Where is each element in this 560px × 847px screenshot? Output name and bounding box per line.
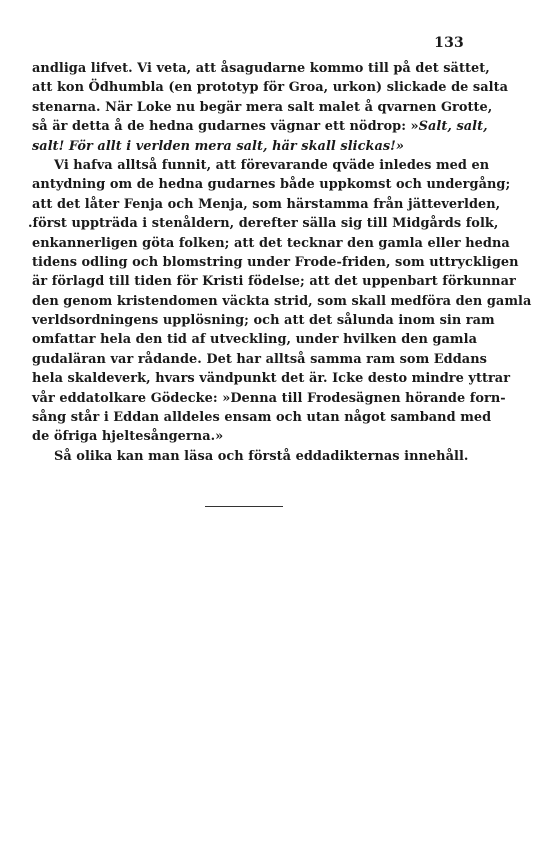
text-line: vår eddatolkare Gödecke: »Denna till Frodesägnen hörande forn- <box>32 390 506 406</box>
text-line: att det låter Fenja och Menja, som härstamma från jätteverlden, <box>32 196 501 212</box>
italic-segment: Salt, salt, <box>418 119 488 135</box>
text-line: gudaläran var rådande. Det har alltså samma ram som Eddans <box>32 351 487 367</box>
text-segment: så är detta å de hedna gudarnes vägnar ett nödrop: » <box>32 119 419 135</box>
section-divider <box>205 506 283 507</box>
body-text <box>28 59 532 466</box>
text-line: är förlagd till tiden för Kristi födelse; att det uppenbart förkunnar <box>32 274 516 290</box>
text-line: de öfriga hjeltesångerna.» <box>32 429 224 445</box>
text-line: tidens odling och blomstring under Frode-friden, som uttryckligen <box>32 254 519 270</box>
text-line <box>32 117 488 136</box>
text-line: verldsordningens upplösning; och att det sålunda inom sin ram <box>32 313 495 329</box>
text-line: den genom kristendomen väckta strid, som skall medföra den gamla <box>32 293 532 309</box>
text-line: hela skaldeverk, hvars vändpunkt det är. Icke desto mindre yttrar <box>32 371 511 387</box>
text-line: omfattar hela den tid af utveckling, under hvilken den gamla <box>32 332 477 348</box>
page-number: 133 <box>434 35 464 51</box>
text-line: stenarna. När Loke nu begär mera salt malet å qvarnen Grotte, <box>32 99 493 115</box>
text-line: antydning om de hedna gudarnes både uppkomst och undergång; <box>32 177 511 193</box>
text-line: att kon Ödhumbla (en prototyp för Groa, urkon) slickade de salta <box>32 80 508 96</box>
text-line: enkannerligen göta folken; att det tecknar den gamla eller hedna <box>32 235 510 251</box>
text-line: andliga lifvet. Vi veta, att åsagudarne kommo till på det sättet, <box>32 61 490 76</box>
paragraph-start-line: Så olika kan man läsa och förstå eddadikternas innehåll. <box>54 448 469 464</box>
paragraph-start-line: Vi hafva alltså funnit, att förevarande qväde inledes med en <box>54 157 490 173</box>
text-line: sång står i Eddan alldeles ensam och utan något samband med <box>32 410 492 426</box>
text-line-italic: salt! För allt i verlden mera salt, här skall slickas!» <box>32 138 405 154</box>
text-line: .först uppträda i stenåldern, derefter sälla sig till Midgårds folk, <box>28 216 499 232</box>
